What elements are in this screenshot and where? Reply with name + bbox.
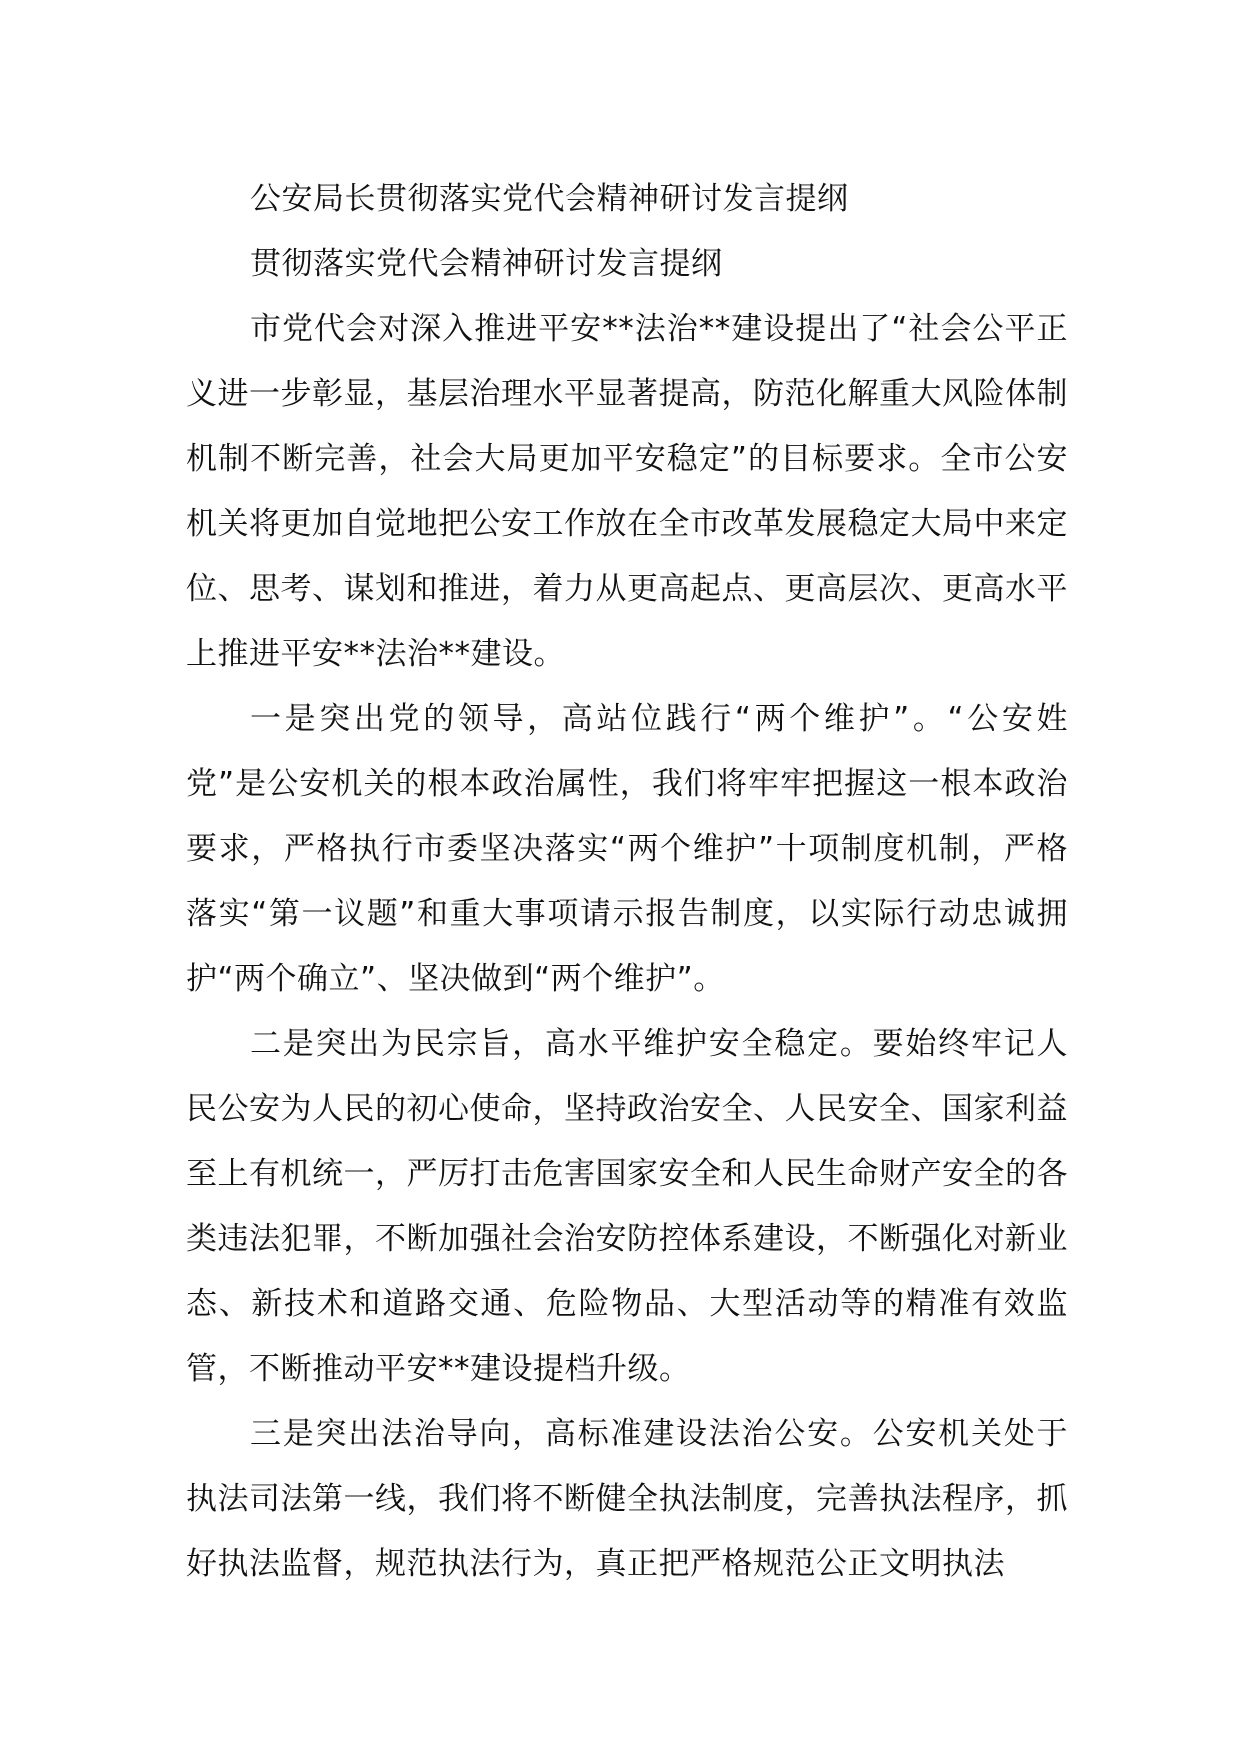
- paragraph-intro: 市党代会对深入推进平安**法治**建设提出了“社会公平正义进一步彰显，基层治理水平显著提高，防范化解重大风险体制机制不断完善，社会大局更加平安稳定”的目标要求。全市公安机关将更加自觉地把公安工作放在全市改革发展稳定大局中来定位、思考、谋划和推进，着力从更高起点、更高层次、更高水平上推进平安**法治**建设。: [186, 311, 1068, 672]
- document-title: 公安局长贯彻落实党代会精神研讨发言提纲: [250, 181, 849, 217]
- document-body: [186, 167, 1068, 1597]
- paragraph-point-two: 二是突出为民宗旨，高水平维护安全稳定。要始终牢记人民公安为人民的初心使命，坚持政治安全、人民安全、国家利益至上有机统一，严厉打击危害国家安全和人民生命财产安全的各类违法犯罪，不断加强社会治安防控体系建设，不断强化对新业态、新技术和道路交通、危险物品、大型活动等的精准有效监管，不断推动平安**建设提档升级。: [186, 1026, 1068, 1387]
- paragraph-point-three: 三是突出法治导向，高标准建设法治公安。公安机关处于执法司法第一线，我们将不断健全执法制度，完善执法程序，抓好执法监督，规范执法行为，真正把严格规范公正文明执法: [186, 1416, 1068, 1582]
- document-subtitle: 贯彻落实党代会精神研讨发言提纲: [250, 246, 723, 282]
- paragraph-point-one: 一是突出党的领导，高站位践行“两个维护”。“公安姓党”是公安机关的根本政治属性，我们将牢牢把握这一根本政治要求，严格执行市委坚决落实“两个维护”十项制度机制，严格落实“第一议题”和重大事项请示报告制度，以实际行动忠诚拥护“两个确立”、坚决做到“两个维护”。: [186, 701, 1068, 997]
